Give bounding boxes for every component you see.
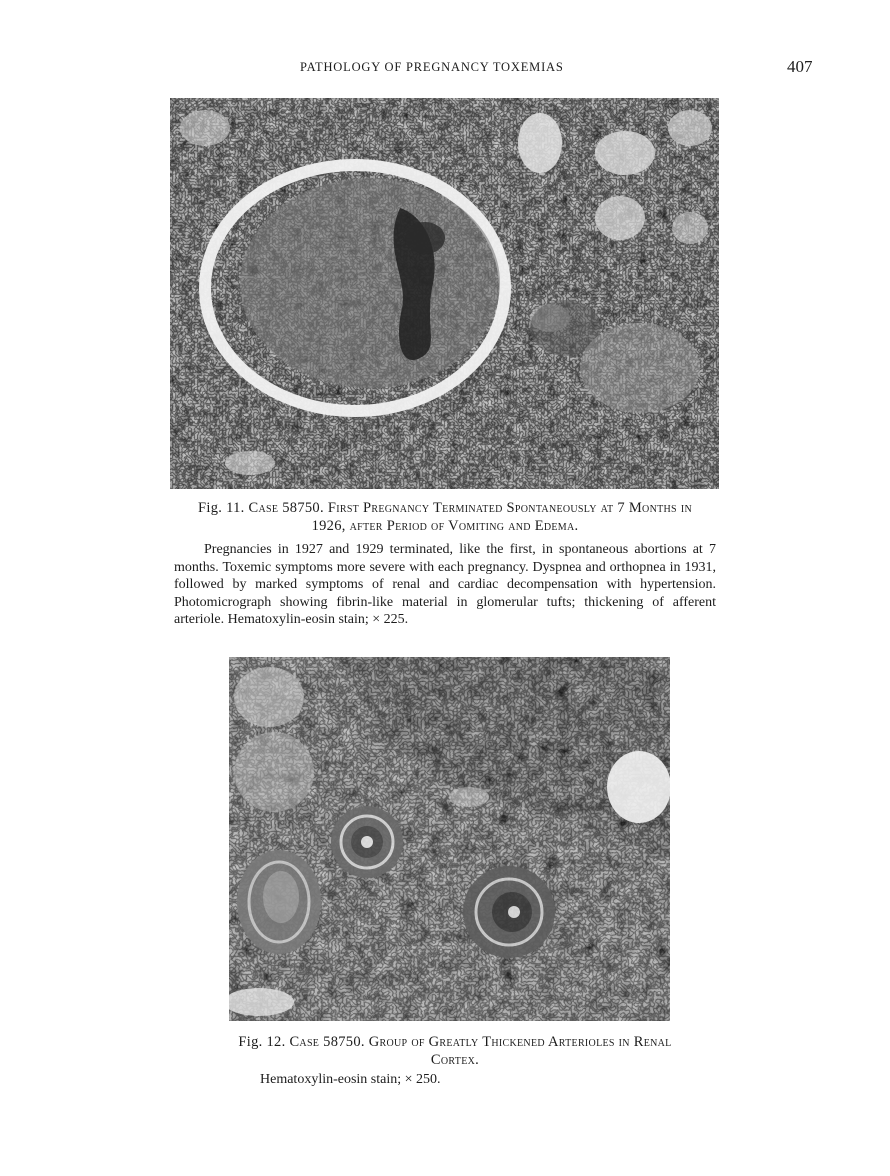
figure-12-case: Case 58750. [289,1034,365,1050]
figure-11-caption-body: Pregnancies in 1927 and 1929 terminated, like the first, in spontaneous abortions at 7 months. Toxemic symptoms more severe with each pregnancy. Dyspnea and orthopnea in 1931, followed by marked symptoms of renal and cardiac decompensation with hypertension. Photomicrograph showing fibrin-like material in glomerular tufts; thickening of afferent arteriole. Hematoxylin-eosin stain; × 225. [174,542,716,628]
page-number: 407 [787,57,813,76]
figure-11-photomicrograph [170,98,719,489]
figure-12-photomicrograph [229,657,670,1021]
figure-11-title-text: First Pregnancy Terminated Spontaneously at 7 Months in 1926, after Period of Vomiting and Edema. [311,500,692,534]
figure-11-label: Fig. 11. [198,500,245,516]
figure-11-case: Case 58750. [248,500,324,516]
running-head: PATHOLOGY OF PREGNANCY TOXEMIAS [300,60,564,74]
figure-12-label: Fig. 12. [238,1034,286,1050]
figure-12-caption-body: Hematoxylin-eosin stain; × 250. [260,1072,441,1087]
figure-12-caption-title [225,1033,685,1069]
figure-12-title-text: Group of Greatly Thickened Arterioles in Renal Cortex. [368,1034,672,1068]
figure-11-caption-title [185,499,705,535]
